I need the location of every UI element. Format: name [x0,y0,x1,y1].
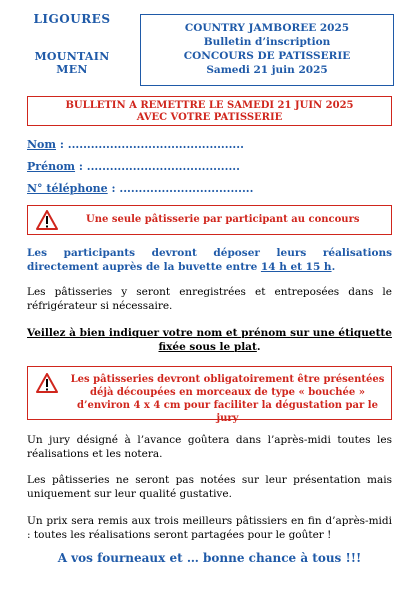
nom-field[interactable] [27,138,253,160]
registration-form [27,138,253,204]
label-line-2: fixée sous le plat [158,341,257,353]
header-box [140,14,394,86]
label-line-1: Veillez à bien indiquer votre nom et prénom sur une étiquette [27,327,392,339]
prenom-label: Prénom [27,160,76,173]
notice-line-2: AVEC VOTRE PATISSERIE [136,112,283,123]
warning-icon [36,373,58,393]
logo-line-1: LIGOURES [33,12,111,26]
deposit-time: 14 h et 15 h [260,261,332,273]
prenom-line: : ........................................ [75,160,240,173]
label-line-end: . [256,341,261,353]
telephone-field[interactable] [27,182,253,204]
warning-2-line-3: d’environ 4 x 4 cm pour faciliter la dégustation par le jury [77,400,378,424]
prenom-field[interactable] [27,160,253,182]
telephone-label: N° téléphone [27,182,108,195]
jury-paragraph: Un jury désigné à l’avance goûtera dans l’après-midi toutes les réalisations et les notera. [27,434,392,460]
notice-line-1: BULLETIN A REMETTRE LE SAMEDI 21 JUIN 2025 [65,100,354,111]
warning-box-one-per-participant [27,205,392,235]
logo-line-2: MOUNTAIN MEN [34,50,110,76]
nom-line: : .............................................. [56,138,244,151]
header-title: COUNTRY JAMBOREE 2025 [184,22,350,34]
grading-paragraph: Les pâtisseries ne seront pas notées sur leur présentation mais uniquement sur leur qualité gustative. [27,474,392,500]
warning-icon [36,210,58,230]
closing-message: A vos fourneaux et … bonne chance à tous !!! [57,551,362,565]
deposit-text: Les participants devront déposer leurs réalisations directement auprès de la buvette entre [27,247,392,273]
prize-paragraph: Un prix sera remis aux trois meilleurs pâtissiers en fin d’après-midi : toutes les réalisations seront partagées pour le goûter ! [27,515,392,541]
warning-box-cut-pieces [27,366,392,424]
deposit-end: . [331,261,336,273]
warning-text-1: Une seule pâtisserie par participant au concours [86,214,360,225]
logo [18,12,126,76]
telephone-line: : ................................... [107,182,254,195]
header-subtitle: Bulletin d’inscription [203,36,331,48]
submission-notice [27,96,392,126]
storage-paragraph: Les pâtisseries y seront enregistrées et entreposées dans le réfrigérateur si nécessaire. [27,286,392,312]
label-instructions [27,326,392,354]
warning-2-line-2: déjà découpées en morceaux de type « bouchée » [89,387,365,398]
header-date: Samedi 21 juin 2025 [206,64,328,76]
deposit-instructions [27,246,392,274]
header-contest: CONCOURS DE PATISSERIE [183,50,351,62]
warning-2-line-1: Les pâtisseries devront obligatoirement être présentées [70,374,385,385]
nom-label: Nom [27,138,57,151]
warning-text-2 [70,373,385,425]
